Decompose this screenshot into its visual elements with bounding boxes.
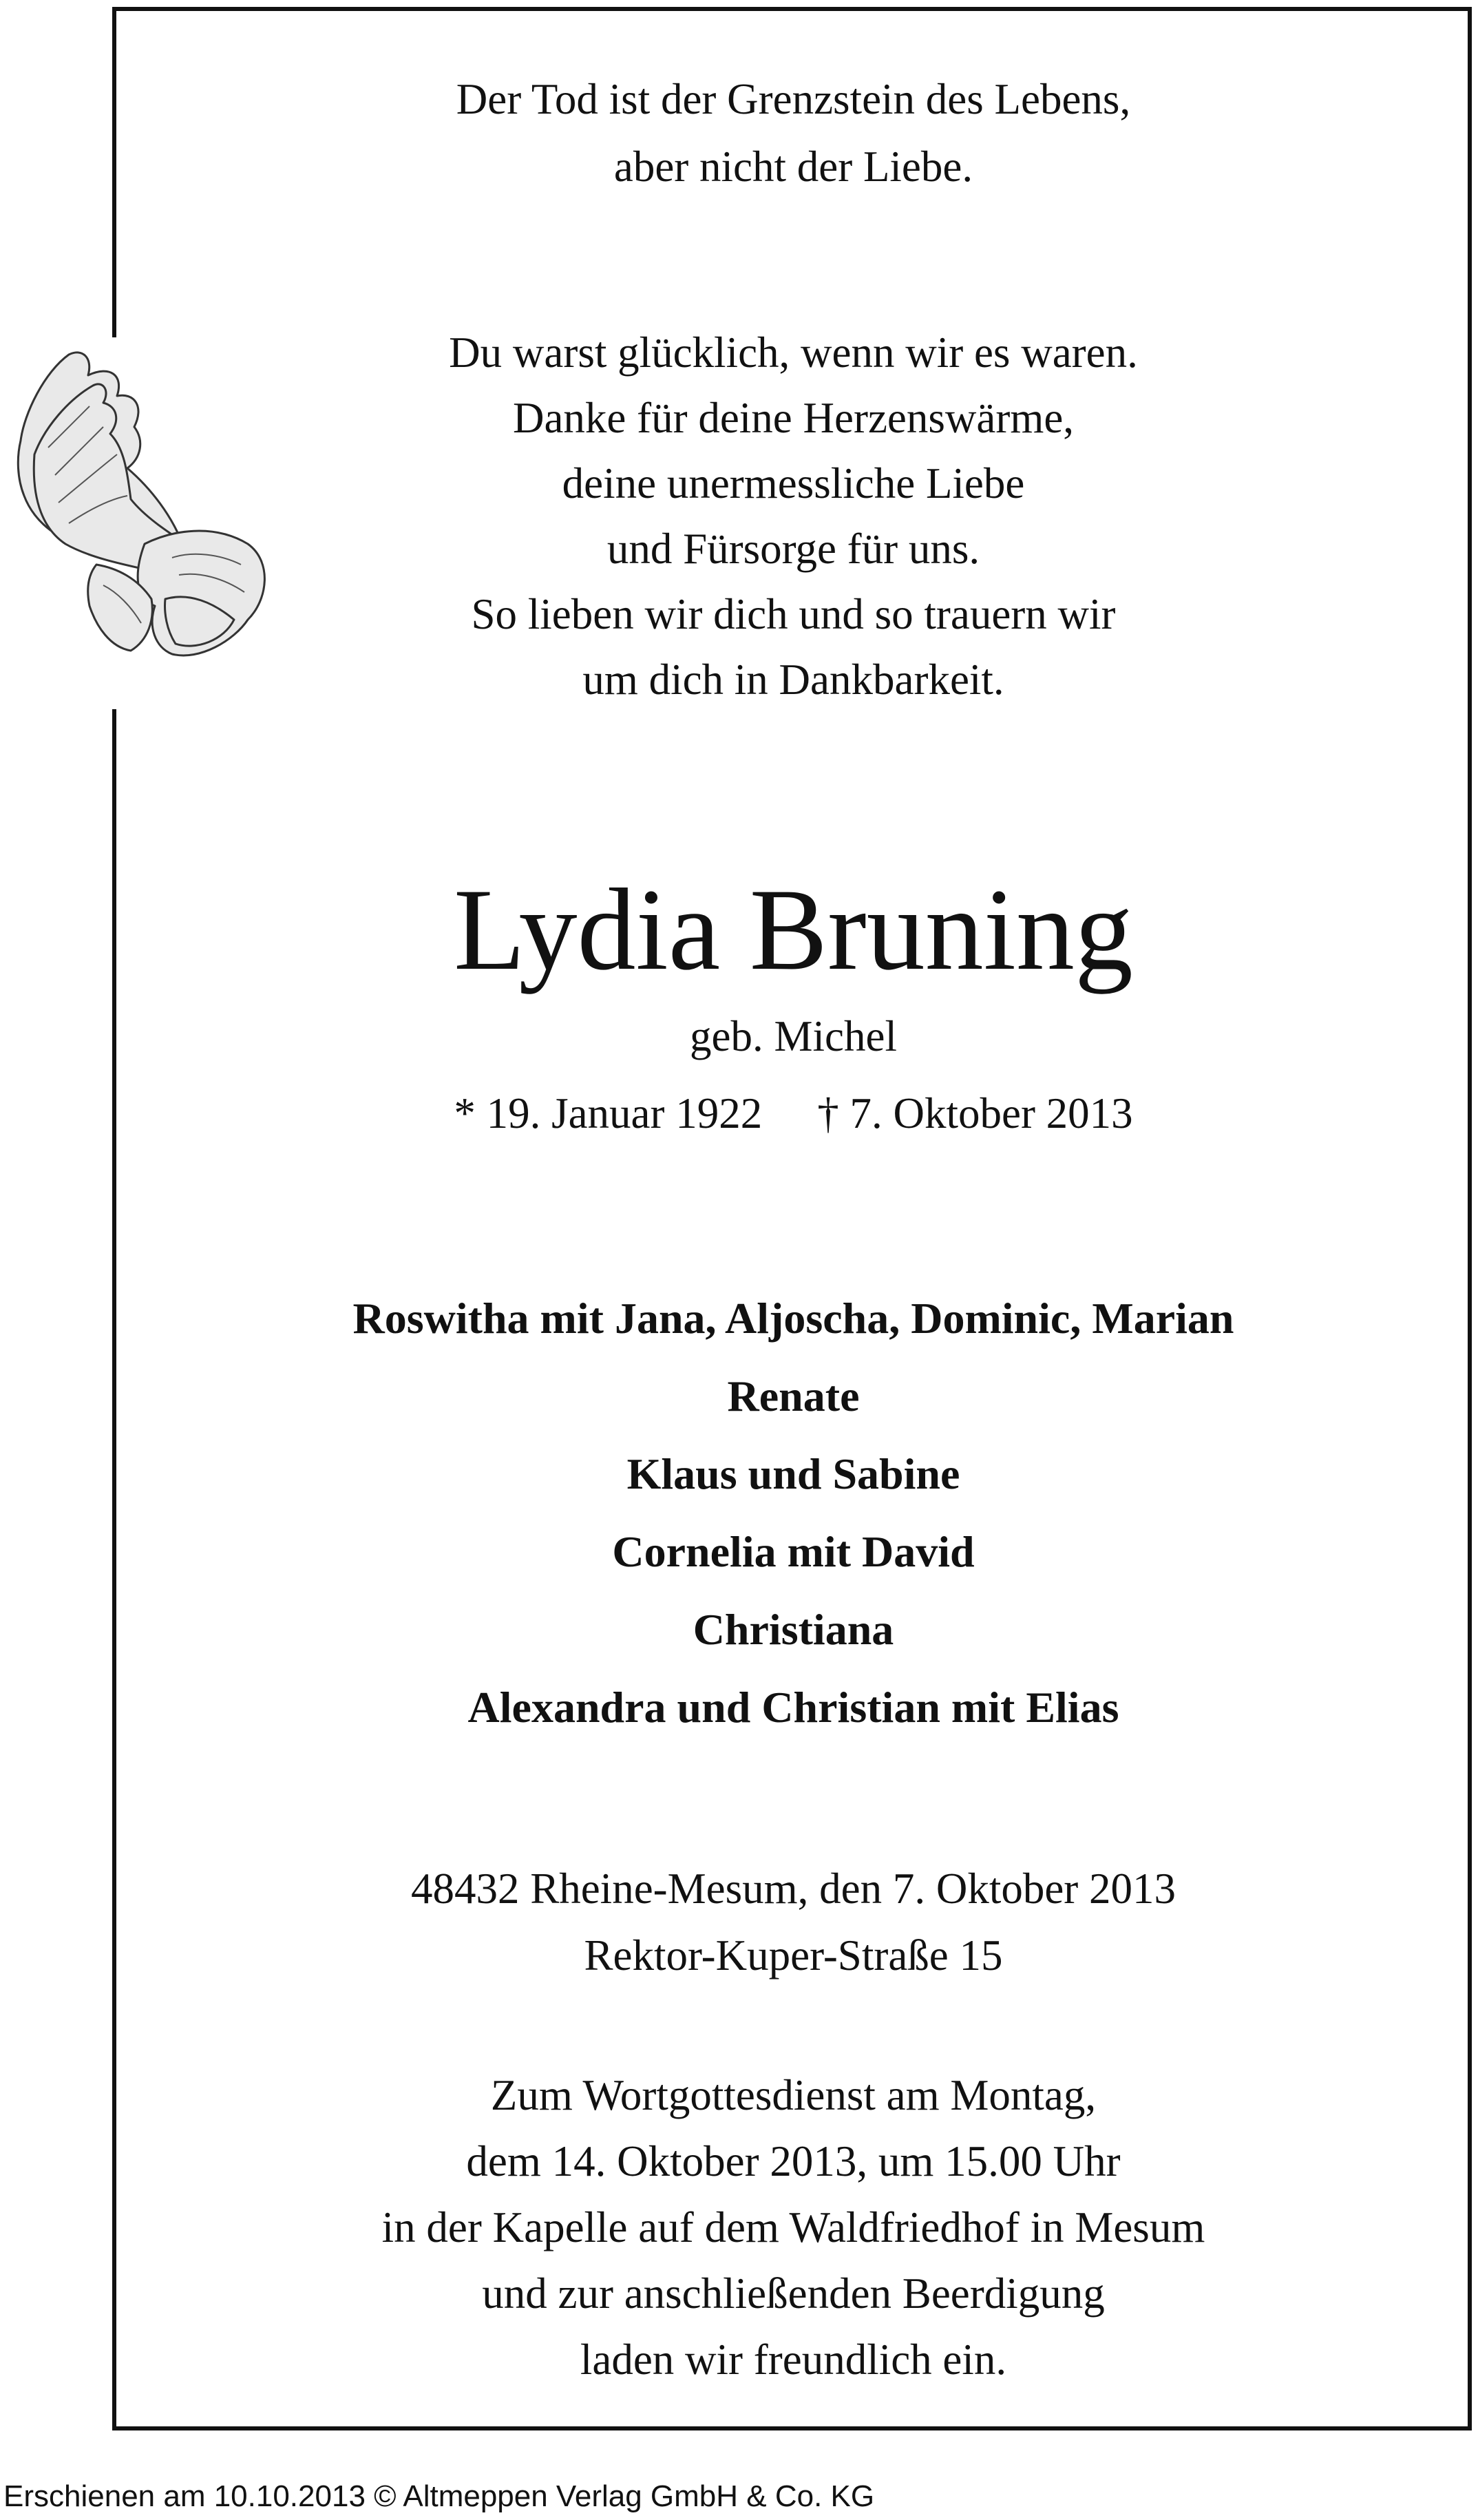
tribute-verse	[117, 320, 1470, 713]
deceased-name: Lydia Bruning	[454, 865, 1133, 994]
address-block	[117, 1856, 1470, 1989]
life-dates	[117, 1082, 1470, 1144]
service-line: dem 14. Oktober 2013, um 15.00 Uhr	[466, 2137, 1121, 2185]
mourner-line: Roswitha mit Jana, Aljoscha, Dominic, Marian	[352, 1294, 1234, 1343]
place-date-line: 48432 Rheine-Mesum, den 7. Oktober 2013	[410, 1865, 1176, 1913]
quote-line: aber nicht der Liebe.	[613, 143, 973, 191]
quote-line: Der Tod ist der Grenzstein des Lebens,	[456, 75, 1131, 123]
mourner-line: Alexandra und Christian mit Elias	[467, 1683, 1119, 1732]
mourner-line: Klaus und Sabine	[626, 1449, 960, 1498]
verse-line: So lieben wir dich und so trauern wir	[471, 590, 1116, 638]
publication-footer: Erschienen am 10.10.2013 © Altmeppen Verlag GmbH & Co. KG	[3, 2479, 875, 2513]
funeral-service-notice	[117, 2062, 1470, 2393]
verse-line: um dich in Dankbarkeit.	[582, 655, 1004, 704]
verse-line: Du warst glücklich, wenn wir es waren.	[449, 328, 1138, 377]
verse-line: und Fürsorge für uns.	[606, 525, 980, 573]
mourner-line: Renate	[727, 1372, 860, 1420]
street-line: Rektor-Kuper-Straße 15	[584, 1931, 1003, 1980]
mourner-line: Cornelia mit David	[612, 1527, 975, 1576]
opening-quote	[117, 65, 1470, 200]
maiden-name: geb. Michel	[690, 1012, 897, 1060]
verse-line: deine unermessliche Liebe	[562, 459, 1025, 507]
service-line: laden wir freundlich ein.	[580, 2335, 1007, 2384]
death-date: † 7. Oktober 2013	[817, 1089, 1133, 1137]
mourner-line: Christiana	[693, 1605, 894, 1654]
service-line: Zum Wortgottesdienst am Montag,	[490, 2071, 1097, 2119]
verse-line: Danke für deine Herzenswärme,	[512, 394, 1075, 442]
service-line: und zur anschließenden Beerdigung	[482, 2269, 1105, 2318]
mourners-list	[117, 1279, 1470, 1746]
service-line: in der Kapelle auf dem Waldfriedhof in Mesum	[381, 2203, 1205, 2251]
birth-date: * 19. Januar 1922	[454, 1089, 763, 1137]
